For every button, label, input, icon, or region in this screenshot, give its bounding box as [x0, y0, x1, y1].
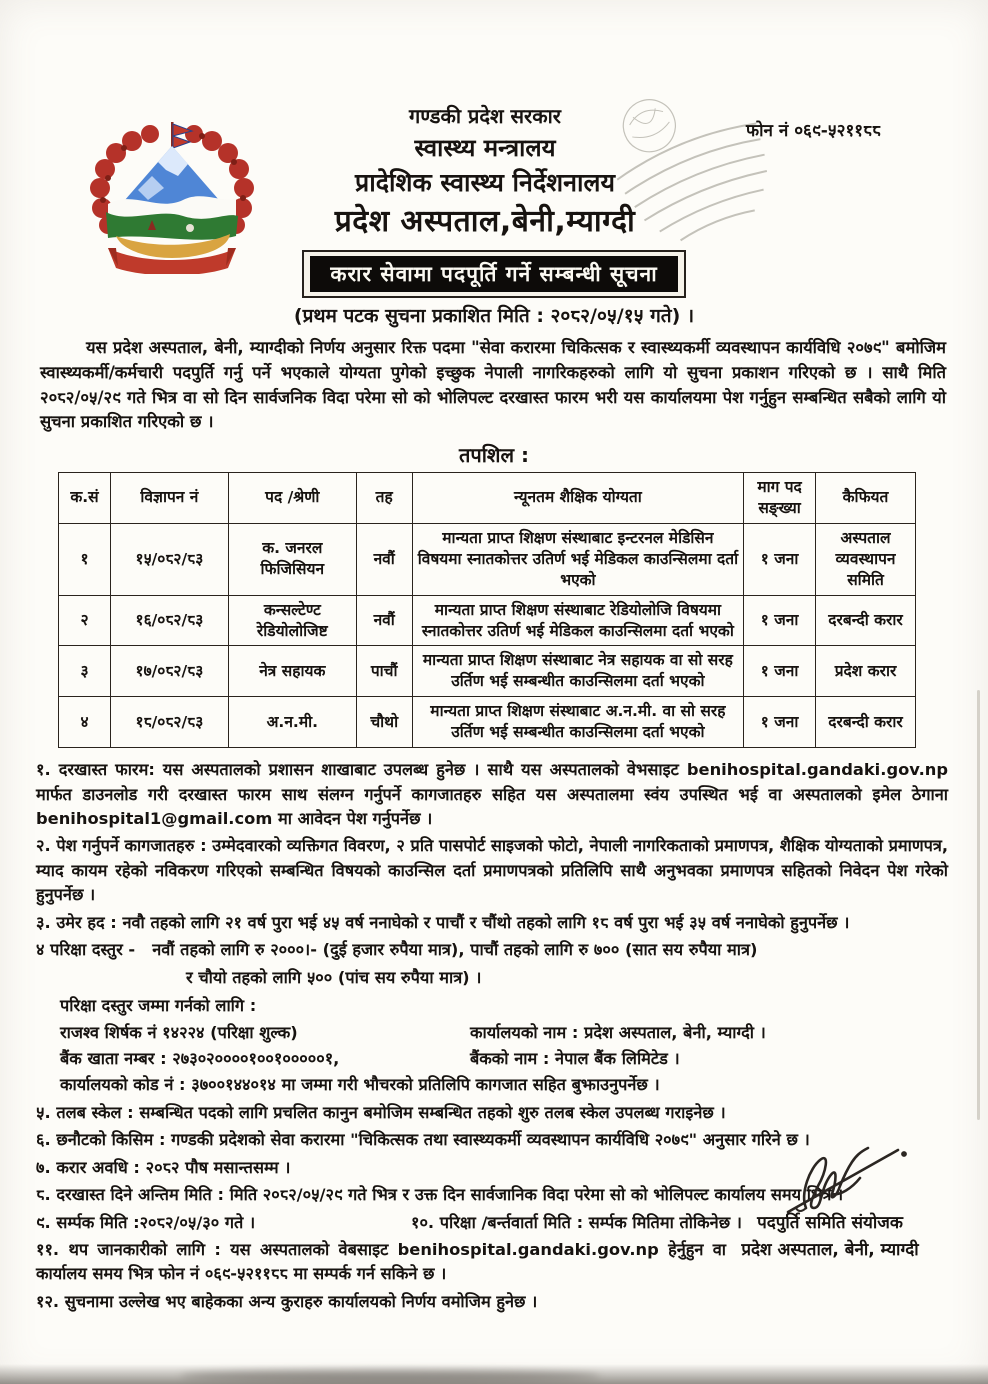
- ministry-name: स्वास्थ्य मन्त्रालय: [414, 134, 556, 162]
- fee-line-2: [60, 1047, 948, 1071]
- notice-item-4: [36, 938, 948, 962]
- item-text: गण्डकी प्रदेशको सेवा करारमा "चिकित्सक तथा स्वास्थ्यकर्मी व्यवस्थापन कार्यविधि २०७९" अनुसार गरिने छ ।: [171, 1130, 810, 1150]
- cell-level: चौथो: [356, 697, 412, 748]
- item-label: तलब स्केल :: [56, 1102, 134, 1122]
- notice-item-5: [36, 1101, 948, 1125]
- cell-post: क. जनरल फिजिसियन: [228, 523, 356, 595]
- item-text: यस अस्पतालको वेबसाइट benihospital.gandaki.gov.np हेर्नुहुन वा कार्यालय समय भित्र फोन नं ०६९-५२११८८ मा सम्पर्क गर्न सकिने छ ।: [36, 1240, 727, 1284]
- item-number: १२.: [36, 1291, 60, 1311]
- item-number: ५.: [36, 1102, 51, 1122]
- item-number: ९.: [36, 1212, 51, 1232]
- government-name: गण्डकी प्रदेश सरकार: [409, 104, 561, 128]
- revenue-title-no: राजश्व शिर्षक नं १४२२४ (परिक्षा शुल्क): [60, 1022, 298, 1042]
- cell-qualification: मान्यता प्राप्त शिक्षण संस्थाबाट रेडियोलोजि विषयमा स्नातकोत्तर उतिर्ण भई मेडिकल काउन्सिलमा दर्ता भएको: [412, 595, 743, 646]
- item-number: ११.: [36, 1240, 60, 1260]
- cell-qualification: मान्यता प्राप्त शिक्षण संस्थाबाट इन्टरनल मेडिसिन विषयमा स्नातकोत्तर उतिर्ण भई मेडिकल काउन्सिलमा दर्ता भएको: [412, 523, 743, 595]
- cell-remarks: प्रदेश करार: [816, 646, 916, 697]
- item-text: मिति २०८२/०५/२९ गते भित्र र उक्त दिन सार्वजानिक विदा परेमा सो को भोलिपल्ट कार्यालय समय भित्र ।: [229, 1185, 844, 1205]
- notice-item-12: [36, 1290, 726, 1314]
- col-ad-no: विज्ञापन नं: [110, 473, 228, 524]
- published-date-line: (प्रथम पटक सुचना प्रकाशित मिति : २०८२/०५/१५ गते) ।: [293, 305, 695, 327]
- cell-ad-no: १८/०८२/८३: [110, 697, 228, 748]
- item-label: दरखास्त फारम:: [58, 760, 155, 780]
- office-code-line: कार्यालयको कोड नं : ३७००१४४०१४ मा जम्मा गरी भौचरको प्रतिलिपि कागजात सहित बुझाउनुपर्नेछ ।: [60, 1075, 660, 1095]
- intro-paragraph: [40, 336, 946, 435]
- cell-ad-no: १५/०८२/८३: [110, 523, 228, 595]
- cell-post: नेत्र सहायक: [228, 646, 356, 697]
- letterhead: [250, 104, 720, 241]
- notice-banner-wrap: [0, 250, 988, 298]
- cell-remarks: अस्पताल व्यवस्थापन समिति: [816, 523, 916, 595]
- signature-block: [690, 1138, 970, 1264]
- cell-post: अ.न.मी.: [228, 697, 356, 748]
- cell-ad-no: १७/०८२/८३: [110, 646, 228, 697]
- cell-sn: १: [59, 523, 111, 595]
- cell-sn: ३: [59, 646, 111, 697]
- cell-vacancy: १ जना: [744, 595, 816, 646]
- directorate-name: प्रादेशिक स्वास्थ्य निर्देशनालय: [355, 168, 615, 197]
- cell-vacancy: १ जना: [744, 523, 816, 595]
- notice-item-11: [36, 1238, 726, 1287]
- cell-vacancy: १ जना: [744, 646, 816, 697]
- cell-post: कन्सल्टेण्ट रेडियोलोजिष्ट: [228, 595, 356, 646]
- item-text: सुचनामा उल्लेख भए बाहेकका अन्य कुराहरु कार्यालयको निर्णय वमोजिम हुनेछ ।: [64, 1291, 538, 1311]
- col-post: पद /श्रेणी: [228, 473, 356, 524]
- col-sn: क.सं: [59, 473, 111, 524]
- intro-part2: बमोजिम स्वास्थ्यकर्मी/कर्मचारी पदपुर्ति गर्नु पर्ने भएकाले योग्यता पुगेको इच्छुक नेपाली नागरिकहरुको लागि यो सुचना प्रकाशन गरिएको छ । साथै मिति २०८२/०५/२९ गते भित्र वा सो दिन सार्वजनिक विदा परेमा सो को भोलिपल्ट दरखास्त फारम भरी यस कार्यालयमा पेश गर्नुहुन सम्बन्धित सबैको लागि यो सुचना प्रकाशित गरिएको छ ।: [40, 338, 947, 432]
- fee-line-3: [60, 1073, 948, 1097]
- cell-vacancy: १ जना: [744, 697, 816, 748]
- phone-number: फोन नं ०६९-५२११८८: [746, 121, 881, 141]
- vacancy-table: [58, 472, 916, 748]
- item-text: सम्बन्धित पदको लागि प्रचलित कानुन बमोजिम सम्बन्धित तहको शुरु तलब स्केल उपलब्ध गराइनेछ ।: [139, 1102, 726, 1122]
- item-label: सर्म्पक मिति: [56, 1212, 128, 1232]
- item-number: २.: [36, 836, 51, 856]
- item-number: १.: [36, 760, 51, 780]
- cell-ad-no: १६/०८२/८३: [110, 595, 228, 646]
- table-row: [59, 595, 916, 646]
- notice-item-9: [36, 1211, 411, 1235]
- bank-name: बैंकको नाम : नेपाल बैंक लिमिटेड ।: [470, 1048, 680, 1068]
- col-vacancy: माग पद सङ्ख्या: [744, 473, 816, 524]
- notice-item-2: [36, 834, 948, 907]
- intro-procedure-title: "सेवा करारमा चिकित्सक र स्वास्थ्यकर्मी व्यवस्थापन कार्यविधि २०७९": [471, 338, 890, 357]
- table-row: [59, 523, 916, 595]
- details-heading: तपशिल :: [458, 443, 530, 467]
- table-header-row: [59, 473, 916, 524]
- item-label: करार अवधि :: [56, 1157, 140, 1177]
- handwritten-signature: [780, 1138, 930, 1216]
- intro-part1: यस प्रदेश अस्पताल, बेनी, म्याग्दीको निर्णय अनुसार रिक्त पदमा: [86, 338, 472, 357]
- notice-banner-title: करार सेवामा पदपूर्ति गर्ने सम्बन्धी सूचना: [310, 256, 677, 292]
- col-remarks: कैफियत: [816, 473, 916, 524]
- col-level: तह: [356, 473, 412, 524]
- hospital-name: प्रदेश अस्पताल,बेनी,म्याग्दी: [334, 204, 636, 240]
- cell-qualification: मान्यता प्राप्त शिक्षण संस्थाबाट अ.न.मी. वा सो सरह उर्तिण भई सम्बन्धीत काउन्सिलमा दर्ता भएको: [412, 697, 743, 748]
- cell-level: नवौं: [356, 595, 412, 646]
- item-text: :२०८२/०५/३० गते ।: [133, 1212, 256, 1232]
- item-label: छनौटको किसिम :: [56, 1130, 166, 1150]
- item-label: उमेर हद :: [56, 912, 117, 932]
- signatory-org: प्रदेश अस्पताल, बेनी, म्याग्दी: [741, 1240, 919, 1261]
- item-text: उम्मेदवारको व्यक्तिगत विवरण, २ प्रति पासपोर्ट साइजको फोटो, नेपाली नागरिकताको प्रमाणपत्र, शैक्षिक योग्यताको प्रमाणपत्र, म्याद कायम रहेको नविकरण गरिएको सम्बन्धित विषयको काउन्सिल दर्ता प्रमाणपत्रको प्रतिलिपि साथै अनुभवका प्रमाणपत्र सहितको निवेदन पेश गरेको हुनुपर्नेछ ।: [36, 836, 949, 905]
- item-text-line1: नवौं तहको लागि रु २०००।- (दुई हजार रुपैया मात्र), पाचौं तहको लागि रु ७०० (सात सय रुपैया मात्र): [152, 940, 758, 960]
- item-number: ६.: [36, 1130, 51, 1150]
- fee-line-1: [60, 1021, 948, 1045]
- notice-banner-frame: [302, 250, 685, 298]
- item-label: परिक्षा /बर्न्तवार्ता मिति :: [439, 1212, 584, 1232]
- cell-level: पाचौं: [356, 646, 412, 697]
- scan-bottom-band: [0, 1364, 988, 1384]
- cell-remarks: दरबन्दी करार: [816, 697, 916, 748]
- table-row: [59, 697, 916, 748]
- item-number: ८.: [36, 1185, 51, 1205]
- item-number: ३.: [36, 912, 51, 932]
- signatory-role: पदपुर्ति समिति संयोजक: [757, 1213, 903, 1233]
- item-label: थप जानकारीको लागि :: [68, 1240, 221, 1260]
- cell-remarks: दरबन्दी करार: [816, 595, 916, 646]
- item-number: ७.: [36, 1157, 51, 1177]
- col-qualification: न्यूनतम शैक्षिक योग्यता: [412, 473, 743, 524]
- cell-qualification: मान्यता प्राप्त शिक्षण संस्थाबाट नेत्र सहायक वा सो सरह उर्तिण भई सम्बन्धीत काउन्सिलमा दर्ता भएको: [412, 646, 743, 697]
- fee-heading: परिक्षा दस्तुर जम्मा गर्नको लागि :: [60, 996, 257, 1016]
- notice-item-4-line2: र चौयो तहको लागि ५०० (पांच सय रुपैया मात्र) ।: [186, 967, 482, 987]
- item-number: ४: [36, 940, 45, 960]
- item-number: १०.: [411, 1212, 435, 1232]
- notice-item-3: [36, 911, 948, 935]
- item-text: यस अस्पतालको प्रशासन शाखाबाट उपलब्ध हुनेछ । साथै यस अस्पतालको वेभसाइट benihospital.gandaki.gov.np मार्फत डाउनलोड गरी दरखास्त फारम साथ संलग्न गर्नुपर्ने कागजातहरु सहित यस अस्पतालमा स्वंय उपस्थित भई वा अस्पतालको इमेल ठेगाना benihospital1@gmail.com मा आवेदन पेश गर्नुपर्नेछ ।: [36, 760, 948, 829]
- scan-edge-artifact: [977, 690, 980, 1120]
- cell-level: नवौं: [356, 523, 412, 595]
- office-name: कार्यालयको नाम : प्रदेश अस्पताल, बेनी, म्याग्दी ।: [470, 1022, 766, 1042]
- item-text: नवौ तहको लागि २१ वर्ष पुरा भई ४५ वर्ष ननाघेको र पाचौं र चौंथो तहको लागि १८ वर्ष पुरा भई ३५ वर्ष ननाघेको हुनुपर्नेछ ।: [122, 912, 850, 932]
- item-text: २०८२ पौष मसान्तसम्म ।: [145, 1157, 291, 1177]
- item-text: सर्म्पक मितिमा तोकिनेछ ।: [588, 1212, 742, 1232]
- table-row: [59, 646, 916, 697]
- notice-item-1: [36, 758, 948, 831]
- cell-sn: ४: [59, 697, 111, 748]
- item-label: दरखास्त दिने अन्तिम मिति :: [56, 1185, 225, 1205]
- item-label: पेश गर्नुपर्ने कागजातहरु :: [56, 836, 207, 856]
- item-label: परिक्षा दस्तुर -: [50, 940, 136, 960]
- cell-sn: २: [59, 595, 111, 646]
- bank-account-no: बैंक खाता नम्बर : २७३०२००००१००१०००००१,: [60, 1048, 340, 1068]
